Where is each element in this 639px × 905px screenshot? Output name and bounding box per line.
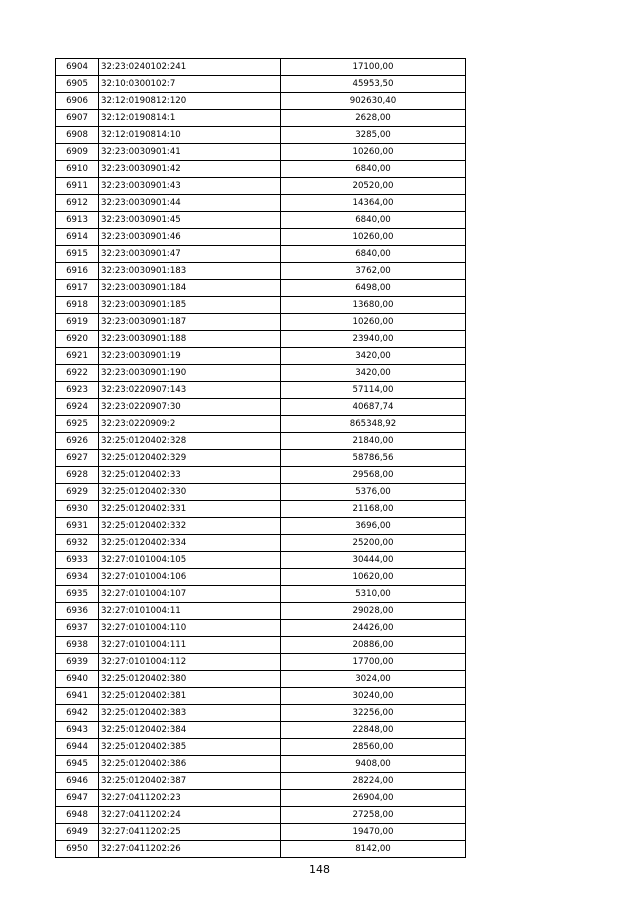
value-cell: 45953,50 (281, 76, 466, 93)
row-number-cell: 6906 (56, 93, 99, 110)
cadastral-number-cell: 32:27:0101004:107 (99, 586, 281, 603)
cadastral-number-cell: 32:23:0030901:187 (99, 314, 281, 331)
row-number-cell: 6947 (56, 790, 99, 807)
value-cell: 14364,00 (281, 195, 466, 212)
value-cell: 20886,00 (281, 637, 466, 654)
value-cell: 24426,00 (281, 620, 466, 637)
value-cell: 28224,00 (281, 773, 466, 790)
cadastral-number-cell: 32:25:0120402:33 (99, 467, 281, 484)
table-row (56, 552, 466, 569)
row-number-cell: 6942 (56, 705, 99, 722)
value-cell: 8142,00 (281, 841, 466, 858)
row-number-cell: 6919 (56, 314, 99, 331)
cadastral-number-cell: 32:23:0030901:19 (99, 348, 281, 365)
row-number-cell: 6905 (56, 76, 99, 93)
cadastral-number-cell: 32:23:0030901:184 (99, 280, 281, 297)
row-number-cell: 6941 (56, 688, 99, 705)
value-cell: 6840,00 (281, 212, 466, 229)
table-row (56, 246, 466, 263)
row-number-cell: 6912 (56, 195, 99, 212)
cadastral-number-cell: 32:25:0120402:383 (99, 705, 281, 722)
table-body (56, 59, 466, 858)
table-row (56, 416, 466, 433)
table-row (56, 518, 466, 535)
row-number-cell: 6932 (56, 535, 99, 552)
cadastral-number-cell: 32:25:0120402:334 (99, 535, 281, 552)
table-row (56, 501, 466, 518)
cadastral-number-cell: 32:25:0120402:380 (99, 671, 281, 688)
cadastral-number-cell: 32:23:0030901:188 (99, 331, 281, 348)
table-row (56, 484, 466, 501)
cadastral-number-cell: 32:25:0120402:384 (99, 722, 281, 739)
cadastral-number-cell: 32:27:0101004:11 (99, 603, 281, 620)
cadastral-number-cell: 32:12:0190814:1 (99, 110, 281, 127)
row-number-cell: 6907 (56, 110, 99, 127)
row-number-cell: 6946 (56, 773, 99, 790)
value-cell: 40687,74 (281, 399, 466, 416)
cadastral-number-cell: 32:25:0120402:328 (99, 433, 281, 450)
row-number-cell: 6950 (56, 841, 99, 858)
table-row (56, 654, 466, 671)
row-number-cell: 6927 (56, 450, 99, 467)
cadastral-number-cell: 32:10:0300102:7 (99, 76, 281, 93)
value-cell: 26904,00 (281, 790, 466, 807)
table-row (56, 212, 466, 229)
value-cell: 21168,00 (281, 501, 466, 518)
table-row (56, 144, 466, 161)
row-number-cell: 6921 (56, 348, 99, 365)
row-number-cell: 6940 (56, 671, 99, 688)
cadastral-number-cell: 32:27:0101004:111 (99, 637, 281, 654)
value-cell: 10260,00 (281, 144, 466, 161)
value-cell: 28560,00 (281, 739, 466, 756)
value-cell: 5310,00 (281, 586, 466, 603)
row-number-cell: 6916 (56, 263, 99, 280)
value-cell: 5376,00 (281, 484, 466, 501)
row-number-cell: 6917 (56, 280, 99, 297)
row-number-cell: 6911 (56, 178, 99, 195)
value-cell: 3285,00 (281, 127, 466, 144)
table-row (56, 603, 466, 620)
value-cell: 902630,40 (281, 93, 466, 110)
cadastral-number-cell: 32:23:0030901:46 (99, 229, 281, 246)
value-cell: 6498,00 (281, 280, 466, 297)
value-cell: 17100,00 (281, 59, 466, 76)
row-number-cell: 6904 (56, 59, 99, 76)
value-cell: 10260,00 (281, 229, 466, 246)
cadastral-number-cell: 32:25:0120402:386 (99, 756, 281, 773)
table-row (56, 365, 466, 382)
cadastral-number-cell: 32:25:0120402:387 (99, 773, 281, 790)
cadastral-number-cell: 32:27:0411202:25 (99, 824, 281, 841)
cadastral-number-cell: 32:23:0220907:30 (99, 399, 281, 416)
table-row (56, 297, 466, 314)
row-number-cell: 6935 (56, 586, 99, 603)
page-number: 148 (309, 863, 330, 876)
value-cell: 30444,00 (281, 552, 466, 569)
table-row (56, 637, 466, 654)
table-row (56, 178, 466, 195)
row-number-cell: 6944 (56, 739, 99, 756)
table-row (56, 535, 466, 552)
row-number-cell: 6908 (56, 127, 99, 144)
table-row (56, 93, 466, 110)
cadastral-number-cell: 32:23:0030901:190 (99, 365, 281, 382)
row-number-cell: 6933 (56, 552, 99, 569)
table-row (56, 76, 466, 93)
table-row (56, 773, 466, 790)
table-row (56, 620, 466, 637)
value-cell: 6840,00 (281, 161, 466, 178)
value-cell: 57114,00 (281, 382, 466, 399)
value-cell: 30240,00 (281, 688, 466, 705)
row-number-cell: 6930 (56, 501, 99, 518)
table-row (56, 467, 466, 484)
table-row (56, 756, 466, 773)
value-cell: 25200,00 (281, 535, 466, 552)
cadastral-number-cell: 32:12:0190814:10 (99, 127, 281, 144)
value-cell: 10260,00 (281, 314, 466, 331)
table-row (56, 280, 466, 297)
value-cell: 6840,00 (281, 246, 466, 263)
cadastral-number-cell: 32:25:0120402:381 (99, 688, 281, 705)
row-number-cell: 6914 (56, 229, 99, 246)
cadastral-number-cell: 32:25:0120402:331 (99, 501, 281, 518)
row-number-cell: 6934 (56, 569, 99, 586)
row-number-cell: 6925 (56, 416, 99, 433)
cadastral-number-cell: 32:23:0030901:44 (99, 195, 281, 212)
cadastral-number-cell: 32:23:0030901:183 (99, 263, 281, 280)
row-number-cell: 6931 (56, 518, 99, 535)
value-cell: 9408,00 (281, 756, 466, 773)
value-cell: 27258,00 (281, 807, 466, 824)
row-number-cell: 6918 (56, 297, 99, 314)
value-cell: 29028,00 (281, 603, 466, 620)
row-number-cell: 6939 (56, 654, 99, 671)
row-number-cell: 6937 (56, 620, 99, 637)
cadastral-number-cell: 32:27:0101004:105 (99, 552, 281, 569)
table-row (56, 688, 466, 705)
table-row (56, 671, 466, 688)
cadastral-number-cell: 32:27:0411202:26 (99, 841, 281, 858)
cadastral-number-cell: 32:12:0190812:120 (99, 93, 281, 110)
table-row (56, 399, 466, 416)
row-number-cell: 6943 (56, 722, 99, 739)
cadastral-number-cell: 32:23:0030901:42 (99, 161, 281, 178)
table-row (56, 841, 466, 858)
cadastral-number-cell: 32:23:0030901:43 (99, 178, 281, 195)
cadastral-number-cell: 32:25:0120402:385 (99, 739, 281, 756)
table-row (56, 110, 466, 127)
value-cell: 17700,00 (281, 654, 466, 671)
value-cell: 32256,00 (281, 705, 466, 722)
cadastral-number-cell: 32:23:0220907:143 (99, 382, 281, 399)
row-number-cell: 6936 (56, 603, 99, 620)
row-number-cell: 6920 (56, 331, 99, 348)
cadastral-number-cell: 32:23:0030901:47 (99, 246, 281, 263)
value-cell: 3420,00 (281, 348, 466, 365)
row-number-cell: 6945 (56, 756, 99, 773)
row-number-cell: 6926 (56, 433, 99, 450)
row-number-cell: 6928 (56, 467, 99, 484)
cadastral-number-cell: 32:25:0120402:330 (99, 484, 281, 501)
cadastral-number-cell: 32:27:0101004:106 (99, 569, 281, 586)
row-number-cell: 6949 (56, 824, 99, 841)
value-cell: 22848,00 (281, 722, 466, 739)
cadastral-number-cell: 32:27:0411202:24 (99, 807, 281, 824)
row-number-cell: 6938 (56, 637, 99, 654)
table-row (56, 382, 466, 399)
row-number-cell: 6915 (56, 246, 99, 263)
data-table (55, 58, 466, 858)
table-row (56, 127, 466, 144)
cadastral-number-cell: 32:25:0120402:329 (99, 450, 281, 467)
value-cell: 3762,00 (281, 263, 466, 280)
table-row (56, 450, 466, 467)
table-row (56, 229, 466, 246)
cadastral-number-cell: 32:23:0030901:41 (99, 144, 281, 161)
value-cell: 19470,00 (281, 824, 466, 841)
row-number-cell: 6948 (56, 807, 99, 824)
value-cell: 3420,00 (281, 365, 466, 382)
value-cell: 13680,00 (281, 297, 466, 314)
value-cell: 23940,00 (281, 331, 466, 348)
cadastral-number-cell: 32:23:0030901:185 (99, 297, 281, 314)
table-row (56, 433, 466, 450)
table-row (56, 739, 466, 756)
table-row (56, 59, 466, 76)
cadastral-number-cell: 32:23:0030901:45 (99, 212, 281, 229)
row-number-cell: 6922 (56, 365, 99, 382)
row-number-cell: 6910 (56, 161, 99, 178)
table-row (56, 807, 466, 824)
cadastral-number-cell: 32:27:0411202:23 (99, 790, 281, 807)
cadastral-number-cell: 32:27:0101004:112 (99, 654, 281, 671)
table-row (56, 348, 466, 365)
value-cell: 865348,92 (281, 416, 466, 433)
value-cell: 2628,00 (281, 110, 466, 127)
row-number-cell: 6924 (56, 399, 99, 416)
table-row (56, 263, 466, 280)
row-number-cell: 6909 (56, 144, 99, 161)
row-number-cell: 6913 (56, 212, 99, 229)
table-row (56, 314, 466, 331)
value-cell: 58786,56 (281, 450, 466, 467)
row-number-cell: 6929 (56, 484, 99, 501)
cadastral-number-cell: 32:23:0220909:2 (99, 416, 281, 433)
value-cell: 21840,00 (281, 433, 466, 450)
value-cell: 3696,00 (281, 518, 466, 535)
table-row (56, 569, 466, 586)
row-number-cell: 6923 (56, 382, 99, 399)
table-row (56, 161, 466, 178)
table-row (56, 331, 466, 348)
table-row (56, 790, 466, 807)
table-row (56, 705, 466, 722)
value-cell: 10620,00 (281, 569, 466, 586)
value-cell: 3024,00 (281, 671, 466, 688)
table-row (56, 586, 466, 603)
value-cell: 20520,00 (281, 178, 466, 195)
cadastral-number-cell: 32:23:0240102:241 (99, 59, 281, 76)
table-row (56, 195, 466, 212)
cadastral-number-cell: 32:27:0101004:110 (99, 620, 281, 637)
cadastral-number-cell: 32:25:0120402:332 (99, 518, 281, 535)
table-row (56, 722, 466, 739)
table-row (56, 824, 466, 841)
value-cell: 29568,00 (281, 467, 466, 484)
